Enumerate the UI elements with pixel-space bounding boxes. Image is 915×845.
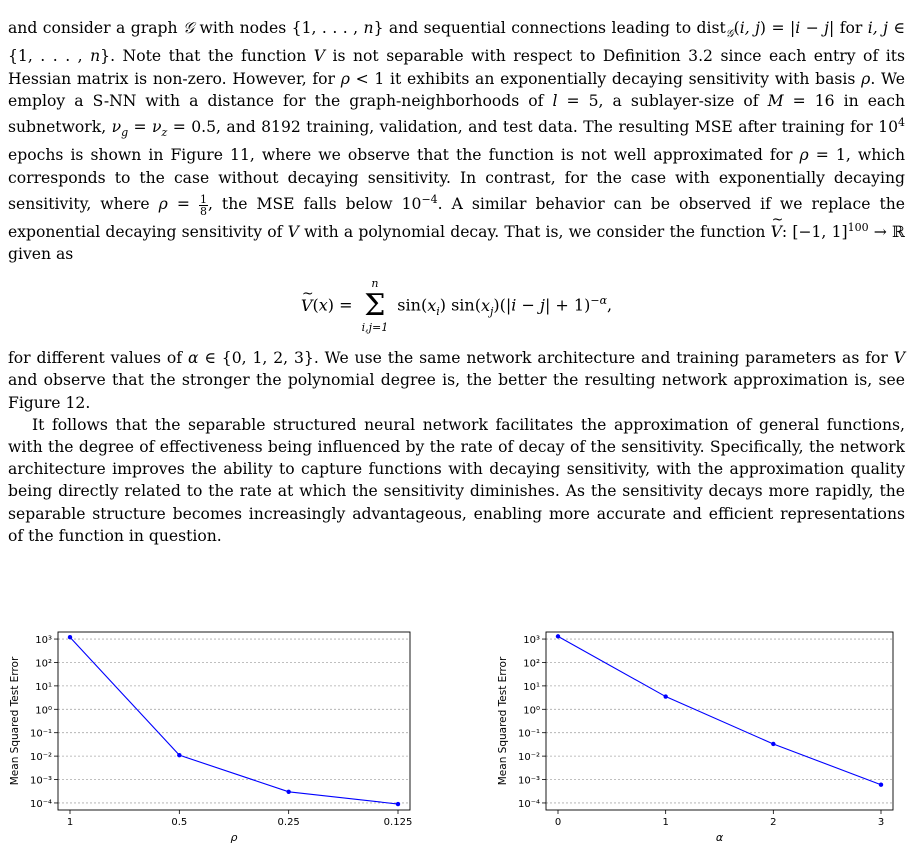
paragraph-2: for different values of α ∈ {0, 1, 2, 3}. We use the same network architecture and training parameters as for V and observe that the stronger the polynomial degree is, the better the resulting network approximation is, see Figure 12. [8,349,905,412]
y-axis-label: Mean Squared Test Error [9,656,21,786]
x-axis-label: ρ [230,831,238,844]
y-tick-label: 10⁻⁴ [517,798,540,810]
x-tick-label: 0.125 [383,817,413,828]
equation: ~ V(x) = n Σ i,j=1 $\sin(x_i) \sin(x_j)(|i - j| + 1)^{-\alpha}$, [8,277,905,335]
chart-alpha [490,620,910,845]
paragraph-1: and consider a graph 𝒢 with nodes {1, . . . , n} and sequential connections leading to dist$_𝒢$(i, j) = |i − j| for i, j ∈ {1, . . . , n}. Note that the function V is not separable with respect to Definition 3.2 since each entry of its Hessian matrix is non-zero. However, for ρ < 1 it exhibits an exponentially decaying sensitivity with basis ρ. We employ a S-NN with a distance for the graph-neighborhoods of l = 5, a sublayer-size of M = 16 in each subnetwork, $\nu_g = \nu_z = 0.5$, and 8192 training, validation, and test data. The resulting MSE after training for $10^4$ epochs is shown in Figure 11, where we observe that the function is not well approximated for ρ = 1, which corresponds to the case without decaying sensitivity. In contrast, for the case with exponentially decaying sensitivity, where ρ = $\frac{1}{8}$ , the MSE falls below $10^{-4}$. A similar behavior can be observed if we replace the exponential decaying sensitivity of V with a polynomial decay. That is, we consider the function ~ V: [−1, 1]$^{100}$ → ℝ given as [8,17,905,265]
y-tick-label: 10⁻⁴ [29,798,52,810]
data-point [663,694,667,698]
paragraph-3: It follows that the separable structured neural network facilitates the approximation of general functions, with the degree of effectiveness being influenced by the rate of decay of the sensitivity. Specifically, the network architecture improves the ability to capture functions with decaying sensitivity, with the approximation quality being directly related to the rate at which the sensitivity diminishes. As the sensitivity decays more rapidly, the separable structure becomes increasingly advantageous, enabling more accurate and efficient representations of the function in question. [8,415,905,545]
y-tick-label: 10¹ [523,681,540,693]
x-tick-label: 2 [770,817,777,828]
x-axis-label: α [715,831,724,844]
y-tick-label: 10⁰ [523,705,540,717]
body-text [8,17,905,547]
y-tick-label: 10⁻² [29,752,52,764]
x-tick-label: 3 [877,817,885,828]
plot-area-alpha [497,632,893,844]
x-tick-label: 0.5 [171,817,188,828]
data-point [396,802,400,806]
y-axis-label: Mean Squared Test Error [497,656,509,786]
y-tick-label: 10⁻³ [29,775,52,787]
y-tick-label: 10² [523,658,540,670]
x-tick-label: 0 [554,817,562,828]
plot-area-rho [9,632,412,844]
data-point [177,753,181,757]
y-tick-label: 10³ [35,635,52,647]
x-tick-label: 1 [66,817,74,828]
y-tick-label: 10⁻¹ [517,728,540,740]
y-tick-label: 10² [35,658,52,670]
chart-rho [0,620,430,845]
y-tick-label: 10⁻¹ [29,728,52,740]
y-tick-label: 10⁻² [517,752,540,764]
y-tick-label: 10⁰ [35,705,52,717]
x-tick-label: 1 [662,817,669,828]
data-point [771,742,775,746]
y-tick-label: 10⁻³ [517,775,540,787]
series-line [558,636,881,784]
y-tick-label: 10¹ [35,681,52,693]
plot-frame [58,632,410,810]
data-point [879,783,883,787]
data-point [286,790,290,794]
data-point [556,634,560,638]
data-point [68,635,72,639]
x-tick-label: 0.25 [277,817,300,828]
y-tick-label: 10³ [523,635,540,647]
